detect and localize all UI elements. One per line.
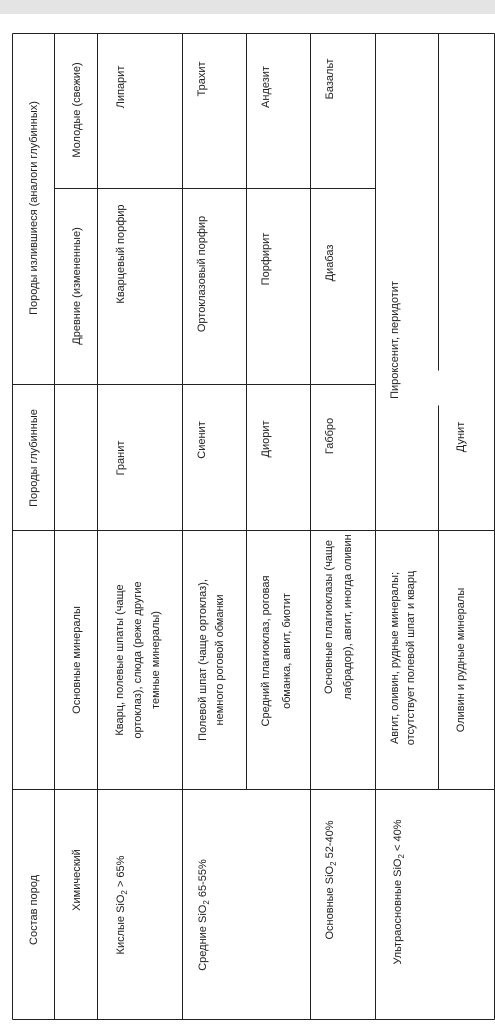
cell-pyroxenite-minerals: Авгит, оливин, рудные минералы; отсутствует полевой шпат и кварц <box>389 570 417 746</box>
cell-plagioclase-young: Андезит <box>260 66 272 108</box>
cell-acid-chemical: Кислые SiO$_2$ > 65% <box>115 855 129 955</box>
cell-intermediate-chemical: Средние SiO$_2$ 65-55% <box>197 859 211 971</box>
cell-acid-ancient: Кварцевый порфир <box>115 204 127 304</box>
cell-basic-ancient: Диабаз <box>324 244 336 282</box>
table-grid <box>13 34 495 1020</box>
header-composition: Состав пород <box>28 875 40 945</box>
cell-basic-minerals: Основные плагиоклазы (чаще лабрадор), авгит, иногда оливин <box>323 534 354 700</box>
row-basic <box>323 59 354 940</box>
cell-plagioclase-minerals: Средний плагиоклаз, роговая обманка, авгит, биотит <box>260 575 293 727</box>
header-young: Молодые (свежие) <box>71 62 83 158</box>
header-ancient: Древние (измененные) <box>71 227 83 345</box>
header-cells <box>28 62 83 945</box>
cell-acid-plutonic: Гранит <box>115 440 127 476</box>
cell-basic-young: Базальт <box>324 58 336 100</box>
cell-acid-young: Липарит <box>115 65 127 109</box>
header-minerals: Основные минералы <box>71 606 83 714</box>
cell-basic-plutonic: Габбро <box>324 417 336 455</box>
header-plutonic: Породы глубинные <box>28 409 40 507</box>
cell-dunite-minerals: Оливин и рудные минералы <box>455 587 467 733</box>
cell-plagioclase-ancient: Порфирит <box>260 232 272 286</box>
cell-pyroxenite-plutonic: Пироксенит, перидотит <box>389 281 401 399</box>
row-ultrabasic <box>389 281 467 964</box>
cell-dunite-plutonic: Дунит <box>455 421 467 453</box>
header-volcanic: Породы излившиеся (аналоги глубинных) <box>28 101 40 315</box>
cell-orthoclase-young: Трахит <box>196 61 208 97</box>
cell-acid-minerals: Кварц, полевые шпаты (чаще ортоклаз), слюда (реже другие темные минералы) <box>114 581 162 739</box>
cell-orthoclase-minerals: Полевой шпат (чаще ортоклаз), немного роговой обманки <box>197 579 226 741</box>
cell-ultrabasic-chemical: Ультраосновные SiO$_2$ < 40% <box>392 819 406 965</box>
row-intermediate <box>196 61 293 970</box>
cell-plagioclase-plutonic: Диорит <box>260 420 272 458</box>
cell-orthoclase-plutonic: Сиенит <box>196 421 208 459</box>
row-acid <box>114 66 162 955</box>
header-chemical: Химический <box>71 849 83 911</box>
cell-basic-chemical: Основные SiO$_2$ 52-40% <box>324 820 338 940</box>
cell-orthoclase-ancient: Ортоклазовый порфир <box>196 215 208 333</box>
